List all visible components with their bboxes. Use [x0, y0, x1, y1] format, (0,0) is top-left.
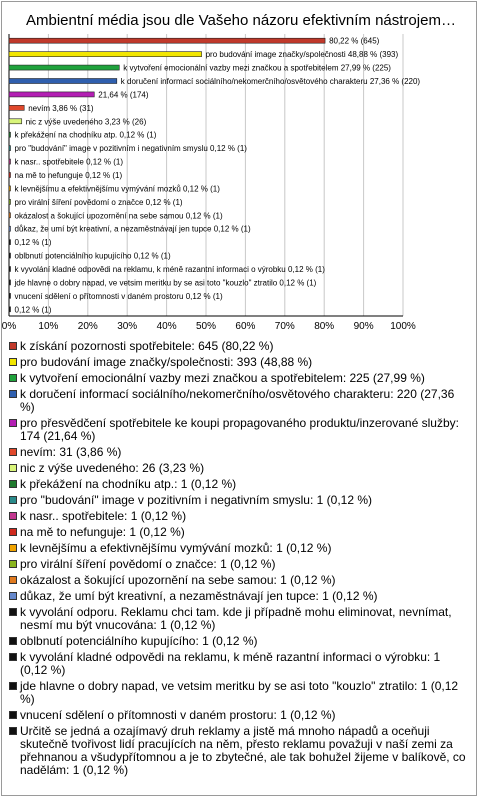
bar-data-label: 0,12 % (1)	[14, 305, 52, 315]
bar	[9, 226, 11, 231]
bar	[9, 79, 117, 84]
legend-label: k vyvolání odporu. Reklamu chci tam. kde ji případně mohu eliminovat, nevnímat, nesmí mu být vnucována: 1 (0,12 %)	[20, 605, 452, 632]
legend-swatch	[9, 374, 17, 382]
legend-swatch	[9, 390, 17, 398]
chart-legend	[8, 340, 468, 780]
bar-data-label: k vytvoření emocionální vazby mezi značkou a spotřebitelem 27,99 % (225)	[123, 63, 391, 73]
legend-label: pro budování image značky/společnosti: 393 (48,88 %)	[20, 355, 313, 369]
legend-swatch	[9, 727, 17, 735]
bar	[9, 159, 11, 164]
bar-data-label: okázalost a šokující upozornění na sebe samou 0,12 % (1)	[14, 211, 223, 221]
legend-label: nevím: 31 (3,86 %)	[20, 445, 122, 459]
legend-swatch	[9, 419, 17, 427]
legend-label: pro "budování" image v pozitivním i negativním smyslu: 1 (0,12 %)	[20, 493, 373, 507]
legend-label: k získání pozornosti spotřebitele: 645 (80,22 %)	[20, 339, 274, 353]
bar	[9, 119, 22, 124]
bar	[9, 253, 11, 258]
chart-title: Ambientní média jsou dle Vašeho názoru efektivním nástrojem…	[26, 12, 456, 29]
bar	[9, 38, 325, 43]
legend-swatch	[9, 682, 17, 690]
legend-item	[8, 510, 468, 523]
legend-label: na mě to nefunguje: 1 (0,12 %)	[20, 525, 185, 539]
bar	[9, 199, 11, 204]
bar-data-label: vnucení sdělení o přítomnosti v daném prostoru 0,12 % (1)	[14, 291, 223, 301]
legend-swatch	[9, 653, 17, 661]
legend-label: Určitě se jedná a ozajímavý druh reklamy a jistě má mnoho nápadů a oceňuji skutečně tvořivost lidí pracujících na něm, přesto reklamu považuji v naší zemi za přehnanou a všudypřítomnou a je to zbytečné, ale tak bohužel žijeme v balíkově, co nadělám: 1 (0,12 %)	[20, 724, 466, 777]
bar-data-label: k překážení na chodníku atp. 0,12 % (1)	[14, 130, 157, 140]
legend-swatch	[9, 560, 17, 568]
legend-item	[8, 526, 468, 539]
legend-item	[8, 590, 468, 603]
legend-swatch	[9, 528, 17, 536]
legend-swatch	[9, 544, 17, 552]
legend-label: pro přesvědčení spotřebitele ke koupi propagovaného produktu/inzerované služby: 174 (21,64 %)	[20, 416, 459, 443]
x-tick-label: 90%	[353, 321, 374, 332]
x-tick-label: 40%	[156, 321, 177, 332]
legend-item	[8, 606, 468, 632]
bar-data-label: nevím 3,86 % (31)	[28, 103, 94, 113]
legend-item	[8, 725, 468, 777]
bar-data-label: pro "budování" image v pozitivním i negativním smyslu 0,12 % (1)	[14, 144, 247, 154]
bar-data-label: pro budování image značky/společnosti 48,88 % (393)	[205, 50, 399, 60]
x-tick-label: 70%	[274, 321, 295, 332]
legend-item	[8, 558, 468, 571]
bar-data-label: k nasr.. spotřebitele 0,12 % (1)	[14, 157, 123, 167]
bar-data-label: jde hlavne o dobry napad, ve vetsim meritku by se asi toto "kouzlo" ztratilo 0,12 % (1)	[14, 278, 317, 288]
bar-data-label: pro virální šíření povědomí o značce 0,12 % (1)	[14, 197, 183, 207]
legend-item	[8, 494, 468, 507]
x-tick-label: 100%	[390, 321, 416, 332]
bar	[9, 293, 11, 298]
legend-swatch	[9, 448, 17, 456]
legend-label: k levnějšímu a efektivnějšímu vymývání mozků: 1 (0,12 %)	[20, 541, 332, 555]
legend-item	[8, 574, 468, 587]
bar-data-label: nic z výše uvedeného 3,23 % (26)	[25, 117, 147, 127]
bar-data-label: k vyvolání kladné odpovědi na reklamu, k méně razantní informaci o výrobku 0,12 % (1)	[14, 265, 325, 274]
bar	[9, 92, 94, 97]
x-tick-label: 60%	[235, 321, 256, 332]
legend-label: k nasr.. spotřebitele: 1 (0,12 %)	[20, 509, 187, 523]
legend-swatch	[9, 496, 17, 504]
x-tick-label: 30%	[117, 321, 138, 332]
legend-item	[8, 478, 468, 491]
bar-data-label: důkaz, že umí být kreativní, a nezaměstnávají jen tupce 0,12 % (1)	[14, 224, 251, 234]
bar	[9, 65, 119, 70]
legend-swatch	[9, 464, 17, 472]
legend-item	[8, 356, 468, 369]
legend-item	[8, 340, 468, 353]
x-tick-label: 20%	[77, 321, 98, 332]
legend-swatch	[9, 342, 17, 350]
x-tick-label: 50%	[195, 321, 217, 332]
legend-label: k doručení informací sociálního/nekomerčního/osvětového charakteru: 220 (27,36 %)	[20, 387, 455, 414]
bar	[9, 280, 11, 285]
bar-data-label: 21,64 % (174)	[98, 90, 149, 100]
legend-item	[8, 372, 468, 385]
legend-label: pro virální šíření povědomí o značce: 1 (0,12 %)	[20, 557, 276, 571]
legend-item	[8, 542, 468, 555]
x-tick-label: 80%	[314, 321, 335, 332]
bar-data-label: 0,12 % (1)	[14, 238, 52, 248]
bar-data-label: k doručení informací sociálního/nekomerčního/osvětového charakteru 27,36 % (220)	[120, 77, 421, 86]
legend-label: okázalost a šokující upozornění na sebe samou: 1 (0,12 %)	[20, 573, 336, 587]
bar	[9, 213, 11, 218]
bar-data-label: oblbnutí potenciálního kupujícího 0,12 % (1)	[14, 251, 171, 261]
bar	[9, 267, 11, 272]
bar-chart	[0, 0, 480, 340]
legend-label: k vyvolání kladné odpovědi na reklamu, k méně razantní informaci o výrobku: 1 (0,12 %)	[20, 650, 441, 677]
legend-swatch	[9, 358, 17, 366]
legend-item	[8, 680, 468, 706]
bar	[9, 173, 11, 178]
legend-label: jde hlavne o dobry napad, ve vetsim meritku by se asi toto "kouzlo" ztratilo: 1 (0,12 %)	[20, 679, 459, 706]
legend-item	[8, 635, 468, 648]
legend-swatch	[9, 592, 17, 600]
bar	[9, 52, 202, 57]
legend-swatch	[9, 608, 17, 616]
legend-item	[8, 417, 468, 443]
bar-data-label: 80,22 % (645)	[329, 36, 380, 46]
bar	[9, 105, 24, 110]
bar	[9, 307, 11, 312]
legend-item	[8, 388, 468, 414]
legend-label: důkaz, že umí být kreativní, a nezaměstnávají jen tupce: 1 (0,12 %)	[20, 589, 378, 603]
legend-swatch	[9, 711, 17, 719]
legend-label: nic z výše uvedeného: 26 (3,23 %)	[20, 461, 205, 475]
legend-item	[8, 651, 468, 677]
bar	[9, 146, 11, 151]
legend-item	[8, 709, 468, 722]
legend-label: oblbnutí potenciálního kupujícího: 1 (0,12 %)	[20, 634, 258, 648]
legend-swatch	[9, 480, 17, 488]
x-tick-label: 10%	[38, 321, 59, 332]
legend-label: k překážení na chodníku atp.: 1 (0,12 %)	[20, 477, 237, 491]
legend-swatch	[9, 637, 17, 645]
bar	[9, 132, 11, 137]
x-tick-label: 0%	[1, 321, 17, 332]
legend-item	[8, 462, 468, 475]
legend-label: vnucení sdělení o přítomnosti v daném prostoru: 1 (0,12 %)	[20, 708, 336, 722]
legend-item	[8, 446, 468, 459]
bar	[9, 240, 11, 245]
bar-data-label: na mě to nefunguje 0,12 % (1)	[14, 171, 123, 180]
bar	[9, 186, 11, 191]
legend-label: k vytvoření emocionální vazby mezi značkou a spotřebitelem: 225 (27,99 %)	[20, 371, 425, 385]
bar-data-label: k levnějšímu a efektivnějšímu vymývání mozků 0,12 % (1)	[14, 184, 220, 194]
legend-swatch	[9, 576, 17, 584]
legend-swatch	[9, 512, 17, 520]
